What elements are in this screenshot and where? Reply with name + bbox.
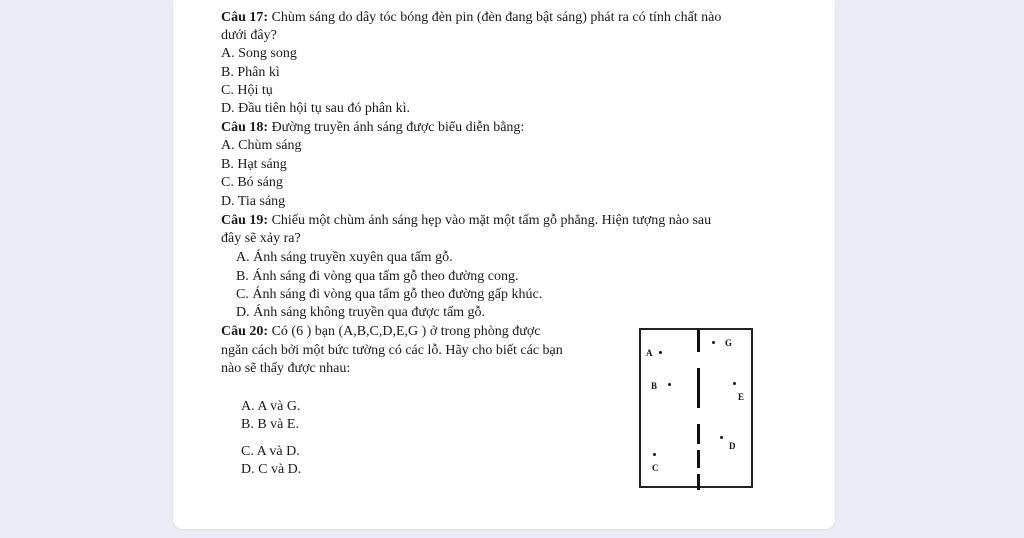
q17-label: Câu 17: bbox=[221, 10, 269, 25]
q18-option-a: A. Chùm sáng bbox=[221, 138, 302, 153]
q20-label: Câu 20: bbox=[221, 324, 269, 339]
q20-option-a: A. A và G. bbox=[241, 399, 301, 414]
point-e-dot bbox=[733, 382, 736, 385]
q18-option-c: C. Bó sáng bbox=[221, 175, 283, 190]
point-g-dot bbox=[712, 341, 715, 344]
q17-text: Chùm sáng do dây tóc bóng đèn pin (đèn đang bật sáng) phát ra có tính chất nào bbox=[271, 10, 722, 25]
q19-text: Chiếu một chùm ánh sáng hẹp vào mặt một tấm gỗ phẳng. Hiện tượng nào sau bbox=[271, 213, 712, 228]
room-diagram bbox=[639, 328, 753, 488]
point-b-label: B bbox=[651, 381, 658, 391]
q17-option-d: D. Đầu tiên hội tụ sau đó phân kì. bbox=[221, 101, 410, 116]
q19-option-a: A. Ánh sáng truyền xuyên qua tấm gỗ. bbox=[236, 250, 453, 265]
q20-option-c: C. A và D. bbox=[241, 444, 300, 459]
q18-option-b: B. Hạt sáng bbox=[221, 157, 287, 172]
q19-label: Câu 19: bbox=[221, 213, 269, 228]
q19-stem-line2: đây sẽ xảy ra? bbox=[221, 231, 301, 246]
q20-stem-line3: nào sẽ thấy được nhau: bbox=[221, 361, 351, 376]
wall-segment bbox=[697, 450, 700, 468]
q20-text: Có (6 ) bạn (A,B,C,D,E,G ) ở trong phòng được bbox=[271, 324, 541, 339]
q18-text: Đường truyền ánh sáng được biểu diễn bằng: bbox=[271, 120, 525, 135]
q18-option-d: D. Tia sáng bbox=[221, 194, 286, 209]
q19-option-c: C. Ánh sáng đi vòng qua tấm gỗ theo đường gấp khúc. bbox=[236, 287, 543, 302]
wall-segment bbox=[697, 330, 700, 352]
q20-stem-line1 bbox=[221, 323, 540, 341]
wall-segment bbox=[697, 368, 700, 408]
q17-stem-line2: dưới đây? bbox=[221, 28, 277, 43]
point-c-label: C bbox=[652, 463, 659, 473]
q20-option-d: D. C và D. bbox=[241, 462, 302, 477]
q17-option-c: C. Hội tụ bbox=[221, 83, 273, 98]
q17-option-a: A. Song song bbox=[221, 46, 297, 61]
q19-option-d: D. Ánh sáng không truyền qua được tấm gỗ. bbox=[236, 305, 486, 320]
point-b-dot bbox=[668, 383, 671, 386]
point-c-dot bbox=[653, 453, 656, 456]
q19-option-b: B. Ánh sáng đi vòng qua tấm gỗ theo đường cong. bbox=[236, 269, 519, 284]
point-e-label: E bbox=[738, 392, 745, 402]
q17-stem-line1 bbox=[221, 9, 721, 27]
point-d-label: D bbox=[729, 441, 736, 451]
q20-stem-line2: ngăn cách bởi một bức tường có các lỗ. Hãy cho biết các bạn bbox=[221, 343, 563, 358]
wall-segment bbox=[697, 474, 700, 490]
q17-option-b: B. Phân kì bbox=[221, 65, 280, 80]
q20-option-b: B. B và E. bbox=[241, 417, 299, 432]
q18-label: Câu 18: bbox=[221, 120, 269, 135]
point-d-dot bbox=[720, 436, 723, 439]
point-a-label: A bbox=[646, 348, 653, 358]
point-a-dot bbox=[659, 351, 662, 354]
q19-stem-line1 bbox=[221, 212, 711, 230]
point-g-label: G bbox=[725, 338, 733, 348]
wall-segment bbox=[697, 424, 700, 444]
q18-stem bbox=[221, 119, 524, 137]
